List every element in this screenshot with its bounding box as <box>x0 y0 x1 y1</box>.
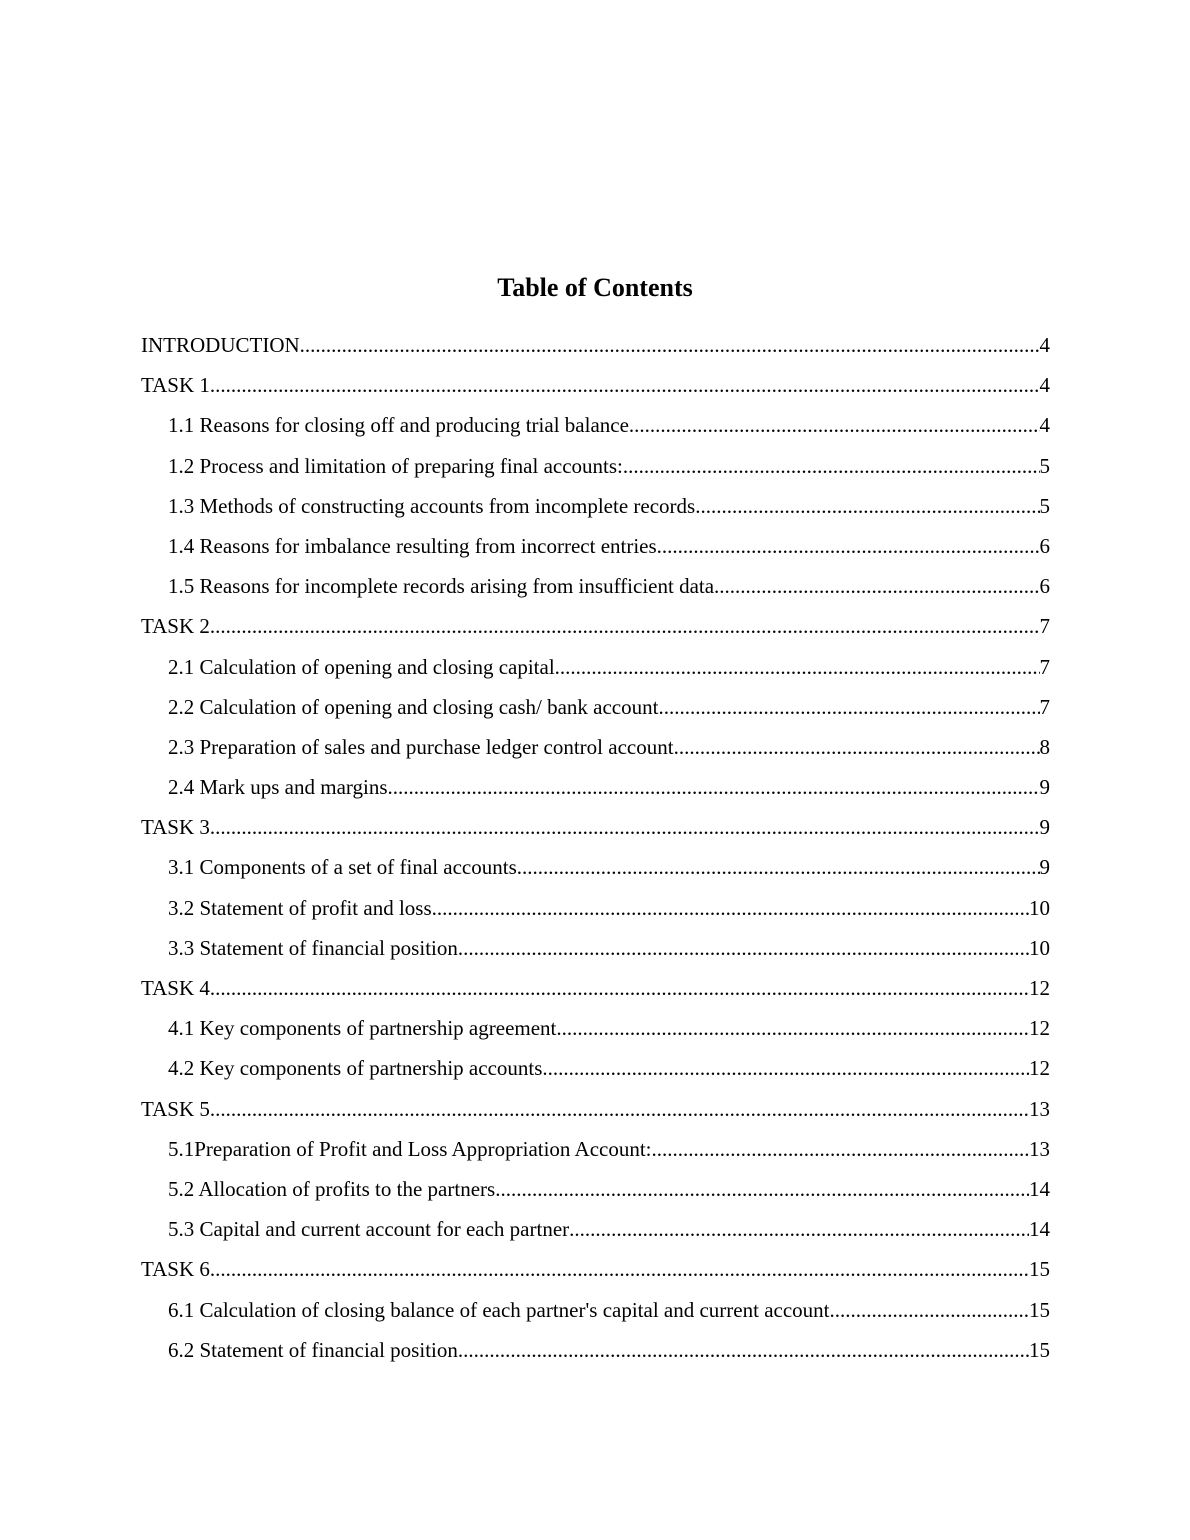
toc-entry-label: 4.2 Key components of partnership accounts <box>168 1056 543 1081</box>
toc-entry-leader <box>210 970 1029 1006</box>
toc-entry-page: 9 <box>1039 815 1050 840</box>
toc-entry[interactable] <box>141 568 1050 608</box>
toc-entry-label: 2.2 Calculation of opening and closing cash/ bank account <box>168 694 659 719</box>
toc-entry-page: 15 <box>1029 1337 1050 1362</box>
toc-entry-page: 4 <box>1039 413 1050 438</box>
toc-entry-label: 2.4 Mark ups and margins <box>168 775 388 800</box>
toc-entry-leader <box>623 448 1040 484</box>
toc-entry-page: 15 <box>1029 1297 1050 1322</box>
toc-entry-leader <box>495 1171 1029 1207</box>
toc-entry[interactable] <box>141 809 1050 849</box>
toc-entry-leader <box>210 809 1040 845</box>
toc-entry-page: 7 <box>1039 614 1050 639</box>
toc-entry-label: 1.3 Methods of constructing accounts from incomplete records <box>168 493 696 518</box>
toc-entry[interactable] <box>141 1010 1050 1050</box>
toc-entry[interactable] <box>141 930 1050 970</box>
toc-entry-label: INTRODUCTION <box>141 333 300 357</box>
toc-entry[interactable] <box>141 488 1050 528</box>
toc-entry-label: 4.1 Key components of partnership agreement <box>168 1016 557 1041</box>
toc-entry-label: TASK 2 <box>141 614 210 639</box>
toc-entry-leader <box>388 769 1040 805</box>
toc-entry[interactable] <box>141 1050 1050 1090</box>
toc-entry-label: 5.1Preparation of Profit and Loss Appropriation Account: <box>168 1136 652 1161</box>
toc-entry-page: 9 <box>1039 855 1050 880</box>
toc-entry-leader <box>210 1091 1029 1127</box>
toc-entry-leader <box>432 890 1029 926</box>
toc-entry-label: 1.5 Reasons for incomplete records arising from insufficient data <box>168 574 715 599</box>
toc-entry-leader <box>458 1332 1029 1368</box>
toc-entry-label: 3.1 Components of a set of final accounts <box>168 855 517 880</box>
toc-entry-page: 7 <box>1039 654 1050 679</box>
toc-entry-leader <box>629 407 1040 443</box>
toc-entry-page: 4 <box>1039 333 1050 357</box>
toc-entry-label: 1.1 Reasons for closing off and producing trial balance <box>168 413 629 438</box>
toc-entry-label: TASK 5 <box>141 1096 210 1121</box>
toc-entry-page: 9 <box>1039 775 1050 800</box>
toc-entry[interactable] <box>141 729 1050 769</box>
toc-entry-label: 1.4 Reasons for imbalance resulting from incorrect entries <box>168 533 657 558</box>
toc-entry-leader <box>652 1131 1029 1167</box>
toc-entry-leader <box>556 1010 1029 1046</box>
toc-entry-label: 1.2 Process and limitation of preparing final accounts: <box>168 453 623 478</box>
toc-entry-leader <box>210 1251 1029 1287</box>
toc-entry-label: 3.3 Statement of financial position <box>168 935 458 960</box>
toc-entry-page: 5 <box>1039 453 1050 478</box>
toc-entry-page: 5 <box>1039 493 1050 518</box>
toc-entry[interactable] <box>141 769 1050 809</box>
toc-entry[interactable] <box>141 448 1050 488</box>
toc-entry[interactable] <box>141 1131 1050 1171</box>
toc-entry-label: TASK 1 <box>141 373 210 398</box>
toc-entry[interactable] <box>141 1171 1050 1211</box>
toc-entry[interactable] <box>141 1211 1050 1251</box>
toc-entry[interactable] <box>141 849 1050 889</box>
toc-entry-label: 5.3 Capital and current account for each partner <box>168 1217 570 1242</box>
toc-entry-page: 10 <box>1029 935 1050 960</box>
toc-entry-page: 14 <box>1029 1217 1050 1242</box>
toc-entry-leader <box>210 367 1040 403</box>
toc-entry-label: TASK 6 <box>141 1257 210 1282</box>
toc-entry-label: TASK 3 <box>141 815 210 840</box>
toc-entry-leader <box>542 1050 1029 1086</box>
toc-entry-page: 7 <box>1039 694 1050 719</box>
toc-entry[interactable] <box>141 649 1050 689</box>
toc-entry-page: 12 <box>1029 976 1050 1000</box>
toc-title: Table of Contents <box>497 273 693 302</box>
toc-entry-leader <box>210 608 1040 644</box>
toc-entry[interactable] <box>141 327 1050 367</box>
toc-entry-page: 12 <box>1029 1016 1050 1041</box>
toc-entry[interactable] <box>141 1292 1050 1332</box>
toc-entry-label: 6.2 Statement of financial position <box>168 1337 458 1362</box>
toc-entry-page: 12 <box>1029 1056 1050 1081</box>
toc-entry-leader <box>830 1292 1030 1328</box>
toc-entry[interactable] <box>141 1332 1050 1372</box>
toc-entry-page: 14 <box>1029 1176 1050 1201</box>
toc-entry[interactable] <box>141 689 1050 729</box>
toc-entry[interactable] <box>141 1091 1050 1131</box>
toc-entry-label: 6.1 Calculation of closing balance of each partner's capital and current account <box>168 1297 830 1322</box>
toc-entry-leader <box>714 568 1039 604</box>
toc-entry[interactable] <box>141 407 1050 447</box>
toc-entry-page: 6 <box>1039 574 1050 599</box>
toc-entry-label: 5.2 Allocation of profits to the partners <box>168 1176 496 1201</box>
toc-entry-label: 2.3 Preparation of sales and purchase ledger control account <box>168 734 674 759</box>
toc-entry-leader <box>458 930 1029 966</box>
toc-list <box>141 327 1050 1372</box>
toc-entry-page: 13 <box>1029 1136 1050 1161</box>
toc-entry-leader <box>517 849 1040 885</box>
toc-entry[interactable] <box>141 528 1050 568</box>
toc-entry[interactable] <box>141 970 1050 1010</box>
toc-entry-leader <box>658 689 1039 725</box>
toc-entry-page: 10 <box>1029 895 1050 920</box>
toc-entry-label: 2.1 Calculation of opening and closing capital <box>168 654 555 679</box>
toc-entry-leader <box>569 1211 1029 1247</box>
toc-entry-page: 8 <box>1039 734 1050 759</box>
toc-entry-label: 3.2 Statement of profit and loss <box>168 895 432 920</box>
toc-entry[interactable] <box>141 890 1050 930</box>
toc-entry[interactable] <box>141 1251 1050 1291</box>
toc-entry[interactable] <box>141 367 1050 407</box>
toc-entry-leader <box>555 649 1040 685</box>
toc-entry-label: TASK 4 <box>141 976 210 1000</box>
toc-entry-leader <box>674 729 1040 765</box>
toc-entry-page: 13 <box>1029 1096 1050 1121</box>
toc-entry-page: 15 <box>1029 1257 1050 1282</box>
toc-entry-leader <box>657 528 1040 564</box>
toc-entry-leader <box>300 327 1040 363</box>
toc-entry-page: 4 <box>1039 373 1050 398</box>
toc-entry-leader <box>695 488 1039 524</box>
toc-entry[interactable] <box>141 608 1050 648</box>
toc-entry-page: 6 <box>1039 533 1050 558</box>
